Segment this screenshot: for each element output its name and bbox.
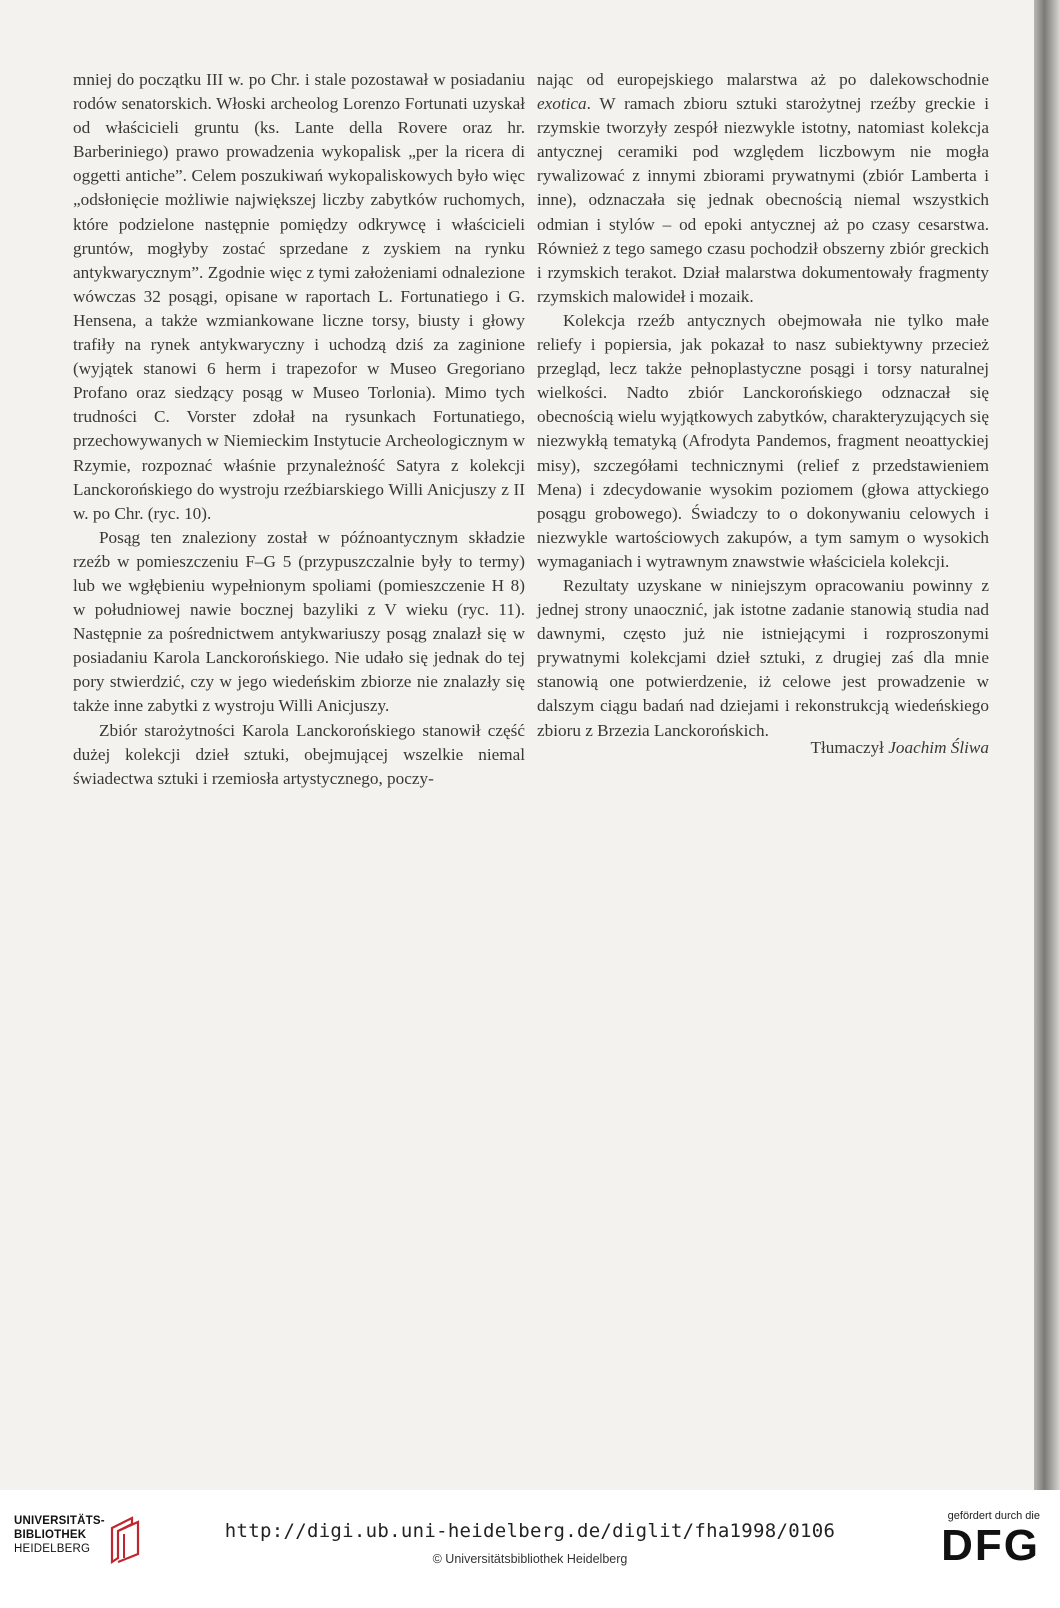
digitization-footer xyxy=(0,1490,1060,1608)
left-paragraph-3: Zbiór starożytności Karola Lanckorońskiego stanowił część dużej kolekcji dzieł sztuki, obejmującej wszelkie niemal świadectwa sztuki i rzemiosła artystycznego, poczy- xyxy=(73,720,525,788)
dfg-logo-wordmark: DFG xyxy=(941,1521,1040,1570)
sponsor-caption: gefördert durch die xyxy=(947,1510,1040,1522)
left-paragraph-1: mniej do początku III w. po Chr. i stale pozostawał w posiadaniu rodów senatorskich. Włoski archeolog Lorenzo Fortunati uzyskał od właścicieli gruntu (ks. Lante della Rovere oraz hr. Barberiniego) prawo prowadzenia wykopalisk „per la ricera di oggetti antiche”. Celem poszukiwań wykopaliskowych było więc „odsłonięcie możliwie największej liczby zabytków ruchomych, które podzielone następnie pomiędzy odkrywcę i właścicieli gruntów, mogłyby zostać sprzedane z zyskiem na rynku antykwarycznym”. Zgodnie więc z tymi założeniami odnalezione wówczas 32 posągi, opisane w raportach L. Fortunatiego i G. Hensena, a także wzmiankowane liczne torsy, biusty i głowy trafiły na rynek antykwaryczny i uchodzą dziś za zaginione (wyjątek stanowi 6 herm i trapezofor w Museo Gregoriano Profano oraz siedzący posąg w Museo Torlonia). Mimo tych trudności C. Vorster zdołał na rysunkach Fortunatiego, przechowywanych w Niemieckim Instytucie Archeologicznym w Rzymie, rozpoznać właśnie przynależność Satyra z kolekcji Lanckorońskiego do wystroju rzeźbiarskiego Willi Anicjuszy z II w. po Chr. (ryc. 10). xyxy=(73,70,525,523)
copyright-notice: © Universitätsbibliothek Heidelberg xyxy=(432,1552,628,1566)
right-p1-start: nając od europejskiego malarstwa aż po dalekowschodnie xyxy=(537,70,989,89)
library-name-line-1: UNIVERSITÄTS- xyxy=(14,1515,105,1527)
right-p1-rest: . W ramach zbioru sztuki starożytnej rzeźby greckie i rzymskie tworzyły zespół niezwykle istotny, natomiast kolekcja antycznej ceramiki pod względem liczbowym nie mogła rywalizować z innymi zbiorami prywatnymi (zbiór Lamberta i inne), odznaczała się jednak obecnością niemal wszystkich odmian i stylów – od epoki antycznej aż po czasy cesarstwa. Również z tego samego czasu pochodził obszerny zbiór greckich i rzymskich terakot. Dział malarstwa dokumentowały fragmenty rzymskich malowideł i mozaik. xyxy=(537,94,989,306)
left-paragraph-2: Posąg ten znaleziony został w późnoantycznym składzie rzeźb w pomieszczeniu F–G 5 (przypuszczalnie były to termy) lub we wgłębieniu wypełnionym spoliami (pomieszczenie H 8) w południowej nawie bocznej bazyliki z V wieku (ryc. 11). Następnie za pośrednictwem antykwariuszy posąg znalazł się w posiadaniu Karola Lanckorońskiego. Nie udało się jednak do tej pory stwierdzić, czy w jego wiedeńskim zbiorze nie znalazły się także inne zabytki z wystroju Willi Anicjuszy. xyxy=(73,527,525,716)
right-paragraph-1 xyxy=(537,68,989,309)
right-paragraph-3: Rezultaty uzyskane w niniejszym opracowaniu powinny z jednej strony unaocznić, jak istotne zadanie stanowią studia nad dawnymi, często już nie istniejącymi i rozproszonymi prywatnymi kolekcjami dzieł sztuki, z drugiej zaś dla mnie stanowią one potwierdzenie, iż celowe jest prowadzenie w dalszym ciągu badań nad dziejami i rekonstrukcją wiedeńskiego zbioru z Brzezia Lanckorońskich. xyxy=(537,575,989,740)
right-p1-italic-term: exotica xyxy=(537,94,587,114)
translator-label: Tłumaczył xyxy=(810,738,884,757)
translator-name: Joachim Śliwa xyxy=(888,738,989,757)
permalink-url[interactable]: http://digi.ub.uni-heidelberg.de/diglit/fha1998/0106 xyxy=(224,1520,836,1542)
book-page-edge xyxy=(1034,0,1060,1608)
right-paragraph-2: Kolekcja rzeźb antycznych obejmowała nie tylko małe reliefy i popiersia, jak pokazał to nasz subiektywny przecież przegląd, lecz także pełnoplastyczne posągi i torsy naturalnej wielkości. Nadto zbiór Lanckorońskiego odznaczał się obecnością wielu wyjątkowych zabytków, charakteryzujących się niezwykłą tematyką (Afrodyta Pandemos, fragment neoattyckiej misy), szczegółami technicznymi (relief z przedstawieniem Mena) i zdecydowanie wysokim poziomem (głowa attyckiego posągu grobowego). Świadczy to o dokonywaniu celowych i niezwykle wartościowych zakupów, a tym samym o wysokich wymaganiach i wytrawnym znawstwie właściciela kolekcji. xyxy=(537,310,989,571)
library-name-line-3: HEIDELBERG xyxy=(14,1543,91,1555)
sponsor-logo[interactable] xyxy=(920,1510,1040,1580)
left-text-column xyxy=(73,68,525,791)
translator-signature xyxy=(537,736,989,760)
right-text-column xyxy=(537,68,989,743)
library-name-line-2: BIBLIOTHEK xyxy=(14,1529,87,1541)
